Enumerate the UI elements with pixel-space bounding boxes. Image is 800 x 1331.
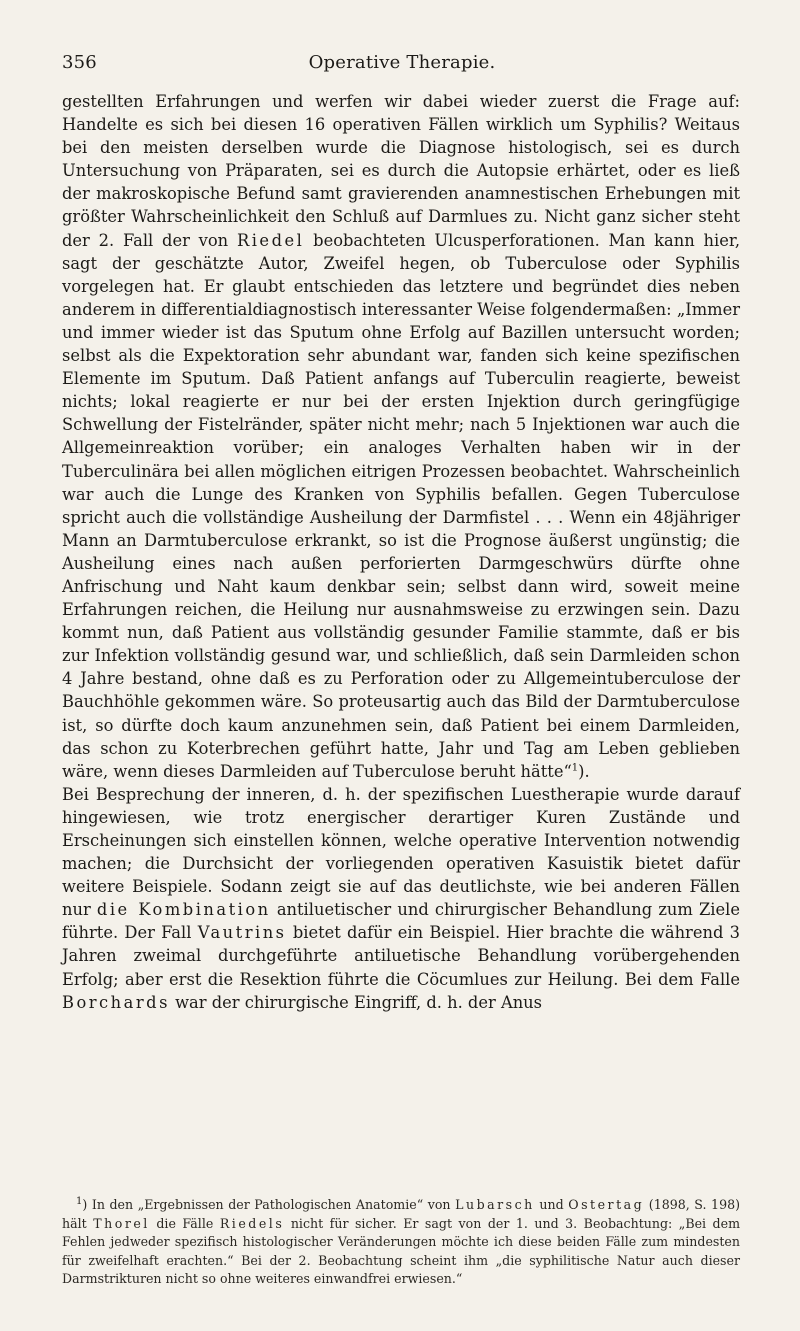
footnote-text-c: (1898, S. 198) hält — [62, 1197, 741, 1231]
page-number: 356 — [62, 52, 97, 73]
footnote-reference[interactable]: 1 — [571, 762, 579, 774]
footnote-text — [62, 1196, 740, 1289]
paragraph-1-end: ). — [578, 761, 590, 781]
emphasis-kombination: die Kombination — [96, 900, 271, 920]
paragraph-2-text-d: war der chirurgische Eingriff, d. h. der Anus — [175, 992, 543, 1012]
footnote — [62, 1196, 740, 1289]
author-name-ostertag: Ostertag — [568, 1197, 645, 1212]
page-header — [62, 52, 742, 82]
paragraph-2 — [62, 783, 740, 1014]
author-name-vautrin: Vautrins — [197, 923, 287, 943]
footnote-text-a: ) In den „Ergebnissen der Pathologischen Anatomie“ von — [82, 1197, 451, 1212]
paragraph-2-text-a: Bei Besprechung der inneren, d. h. der spezifischen Luestherapie wurde darauf hingewiesen, wie trotz energischer derartiger Kuren Zustände und Erscheinungen sich einstellen können, welche operative Intervention notwendig machen; die Durchsicht der vorliegenden operativen Kasuistik bietet dafür weitere Beispiele. Sodann zeigt sie auf das deutlichste, wie bei anderen Fällen nur — [62, 784, 740, 920]
body-text — [62, 90, 740, 1014]
paragraph-1-text-b: beobachteten Ulcusperforationen. Man kann hier, sagt der geschätzte Autor, Zweifel hegen, ob Tuberculose oder Syphilis vorgelegen hat. Er glaubt entschieden das letztere und begründet dies neben anderem in differentialdiagnostisch interessanter Weise folgendermaßen: „Immer und immer wieder ist das Sputum ohne Erfolg auf Bazillen untersucht worden; selbst als die Expektoration sehr abundant war, fanden sich keine spezifischen Elemente im Sputum. Daß Patient anfangs auf Tuberculin reagierte, beweist nichts; lokal reagierte er nur bei der ersten Injektion durch geringfügige Schwellung der Fistelränder, später nicht mehr; nach 5 Injektionen war auch die Allgemeinreaktion vorüber; ein analoges Verhalten haben wir in der Tuberculinära bei allen möglichen eitrigen Prozessen beobachtet. Wahrscheinlich war auch die Lunge des Kranken von Syphilis befallen. Gegen Tuberculose spricht auch die vollständige Ausheilung der Darmfistel . . . Wenn ein 48jähriger Mann an Darmtuberculose erkrankt, so ist die Prognose äußerst ungünstig; die Ausheilung eines nach außen perforierten Darmgeschwürs dürfte ohne Anfrischung und Naht kaum denkbar sein; selbst dann wird, soweit meine Erfahrungen reichen, die Heilung nur ausnahmsweise zu erzwingen sein. Dazu kommt nun, daß Patient aus vollständig gesunder Familie stammte, daß er bis zur Infektion vollständig gesund war, und schließlich, daß sein Darmleiden schon 4 Jahre bestand, ohne daß es zu Perforation oder zu Allgemeintuberculose der Bauchhöhle gekommen wäre. So proteusartig auch das Bild der Darmtuberculose ist, so dürfte doch kaum anzunehmen sein, daß Patient bei einem Darmleiden, das schon zu Koterbrechen geführt hatte, Jahr und Tag am Leben geblieben wäre, wenn dieses Darmleiden auf Tuberculose beruht hätte“ — [62, 230, 741, 781]
footnote-text-b: und — [539, 1197, 564, 1212]
paragraph-2-text-c: bietet dafür ein Beispiel. Hier brachte die während 3 Jahren zweimal durchgeführte antiluetische Behandlung vorübergehenden Erfolg; aber erst die Resektion führte die Cöcumlues zur Heilung. Bei dem Falle — [62, 923, 740, 989]
author-name-riedels: Riedels — [219, 1215, 285, 1231]
author-name-borchard: Borchards — [62, 992, 170, 1012]
footnote-marker: 1 — [76, 1195, 83, 1207]
paragraph-1 — [62, 90, 740, 783]
running-title: Operative Therapie. — [308, 52, 496, 73]
footnote-text-e: nicht für sicher. Er sagt von der 1. und 3. Beobachtung: „Bei dem Fehlen jedweder spezifisch histologischer Veränderungen möchte ich diese beiden Fälle zum mindesten für zweifelhaft erachten.“ Bei der 2. Beobachtung scheint ihm „die syphilitische Natur auch dieser Darmstrikturen nicht so ohne weiteres einwandfrei erwiesen.“ — [62, 1215, 741, 1287]
author-name-thorel: Thorel — [93, 1215, 150, 1231]
paragraph-2-text-b: antiluetischer und chirurgischer Behandlung zum Ziele führte. Der Fall — [62, 900, 740, 943]
author-name-riedel: Riedel — [236, 230, 305, 250]
footnote-text-d: die Fälle — [156, 1215, 214, 1231]
paragraph-1-text-a: gestellten Erfahrungen und werfen wir dabei wieder zuerst die Frage auf: Handelte es sich bei diesen 16 operativen Fällen wirklich um Syphilis? Weitaus bei den meisten derselben wurde die Diagnose histologisch, sei es durch Untersuchung von Präparaten, sei es durch die Autopsie erhärtet, oder es ließ der makroskopische Befund samt gravierenden anamnestischen Erhebungen mit größter Wahrscheinlichkeit den Schluß auf Darmlues zu. Nicht ganz sicher steht der 2. Fall der von — [62, 92, 740, 250]
author-name-lubarsch: Lubarsch — [455, 1197, 535, 1212]
